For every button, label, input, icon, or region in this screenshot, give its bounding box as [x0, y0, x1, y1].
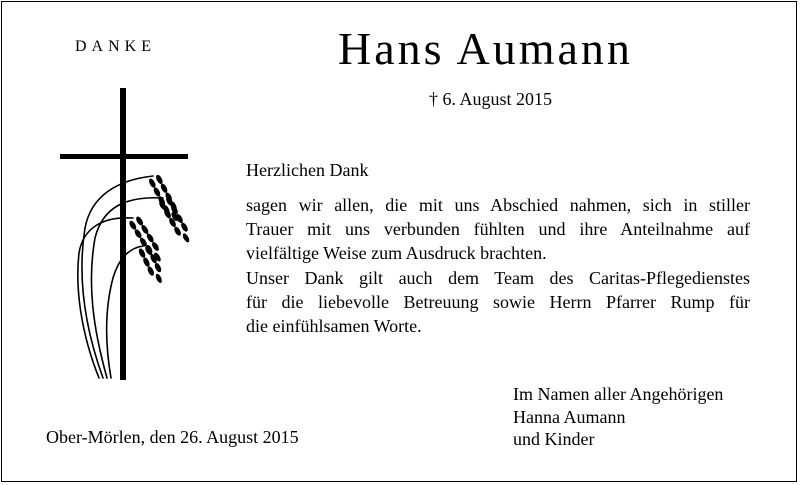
- cross-with-wheat-icon: [55, 88, 195, 380]
- message-line: für die liebevolle Betreuung sowie Herrn Pfarrer Rump für: [246, 291, 750, 312]
- message-line: vielfältige Weise zum Ausdruck brachten.: [246, 243, 547, 264]
- header-title: DANKE: [75, 38, 156, 55]
- message-line: Unser Dank gilt auch dem Team des Caritas-Pflegedienstes: [246, 267, 750, 288]
- signature-block: [513, 383, 723, 451]
- signature-line: Im Namen aller Angehörigen: [513, 384, 724, 404]
- signature-line: Hanna Aumann: [513, 406, 626, 427]
- place-and-date: Ober-Mörlen, den 26. August 2015: [46, 427, 299, 447]
- deceased-name: Hans Aumann: [338, 23, 633, 74]
- death-date: † 6. August 2015: [429, 89, 553, 109]
- message-line: Trauer mit uns verbunden fühlten und ihre Anteilnahme auf: [246, 219, 750, 240]
- message-body: [246, 193, 750, 338]
- signature-line: und Kinder: [513, 429, 595, 449]
- message-line: die einfühlsamen Worte.: [246, 315, 422, 336]
- greeting: Herzlichen Dank: [246, 160, 369, 180]
- message-line: sagen wir allen, die mit uns Abschied nahmen, sich in stiller: [246, 195, 750, 215]
